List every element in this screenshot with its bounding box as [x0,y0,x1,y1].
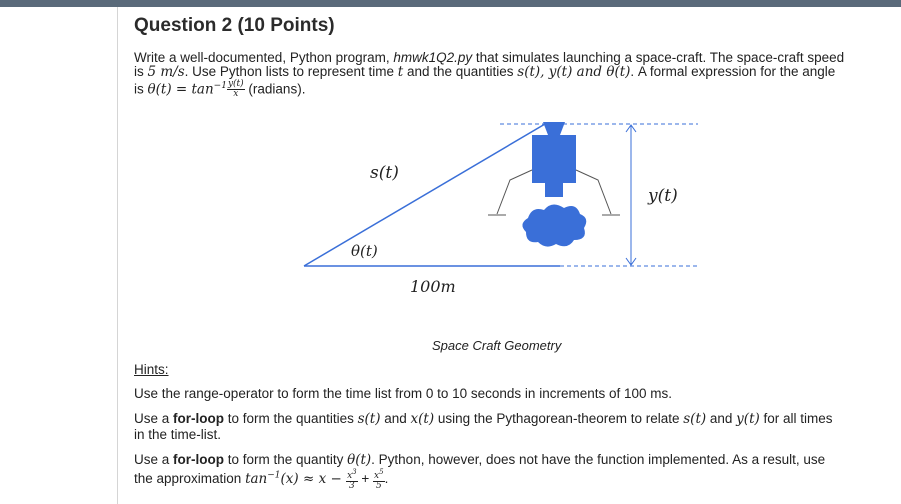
frac1-den: 3 [349,481,355,491]
approx-mid: (x) ≈ x − [280,471,347,488]
hint2-pre: Use a [134,411,174,426]
q-theta-sup: −1 [213,81,227,91]
s-label: s(t) [370,163,399,183]
craft-nose [543,122,565,135]
diagram-caption: Space Craft Geometry [432,338,562,353]
space-craft-icon [488,122,620,247]
q-line2-post: . A formal expression for the angle [630,64,836,79]
hint-2 [134,411,874,442]
hint3-line2-pre: the approximation [134,471,246,487]
q-line2-pre: is [134,64,148,79]
hint2-s: s(t) [357,411,381,427]
frac2-num [373,468,385,482]
q-theta-expr: θ(t) = tan [147,81,214,98]
q-frac-den: x [233,89,239,100]
q-time-var: t [397,64,404,80]
base-label: 100m [410,277,456,296]
question-title: Question 2 (10 Points) [134,15,335,36]
hint2-and: and [380,411,411,426]
q-fraction [227,80,245,99]
frac1-num-x: x [347,471,353,481]
q-frac-num: y(t) [227,79,244,90]
hint3-bold: for-loop [173,452,225,467]
q-line3-pre: is [134,81,148,97]
hint-1: Use the range-operator to form the time list from 0 to 10 seconds in increments of 100 ms. [134,386,672,401]
approx-frac-1 [346,468,358,491]
approx-plus: + [357,471,374,487]
approx-tan: tan [245,471,268,488]
hints-title: Hints: [134,362,169,377]
hint2-line2: in the time-list. [134,427,222,442]
craft-body [532,135,576,183]
craft-left-leg [497,170,532,214]
q-speed: 5 m/s [147,64,185,80]
frac2-num-x: x [374,471,380,481]
hint2-x: x(t) [410,411,435,427]
hint3-theta: θ(t) [347,452,372,468]
q-filename: hmwk1Q2.py [393,50,473,65]
craft-nozzle [545,183,563,197]
approx-end: . [384,471,389,487]
q-line1-post: that simulates launching a space-craft. The space-craft speed [472,50,845,65]
hypotenuse-line [304,124,545,266]
approx-sup: −1 [267,470,281,481]
left-border [117,7,118,504]
q-quantities: s(t), y(t) and θ(t) [517,64,631,80]
q-line1-pre: Write a well-documented, Python program, [134,50,394,65]
theta-label: θ(t) [351,242,378,260]
frac2-num-sup: 5 [379,468,384,476]
hint2-s2: s(t) [683,411,707,427]
space-craft-diagram [300,118,710,303]
frac1-num-sup: 3 [352,468,357,476]
approx-frac-2 [373,468,385,491]
craft-right-leg [576,170,611,214]
q-line3-post: (radians). [244,81,306,97]
hint2-bold: for-loop [173,411,225,426]
window-top-bar [0,0,901,7]
question-block [134,12,874,99]
hint3-post: . Python, however, does not have the function implemented. As a result, use [371,452,826,467]
frac2-den: 5 [375,481,382,491]
hint3-mid: to form the quantity [224,452,348,467]
q-line2-mid2: and the quantities [403,64,518,79]
hint2-mid: to form the quantities [224,411,358,426]
hint2-mid2: using the Pythagorean-theorem to relate [434,411,684,426]
hint3-pre: Use a [134,452,174,467]
hint2-post: for all times [759,411,833,426]
question-text [134,51,874,99]
exhaust-cloud [522,204,586,246]
hint2-and2: and [706,411,737,426]
frac1-num [346,468,358,482]
y-label: y(t) [648,186,678,206]
hint2-y: y(t) [736,411,760,427]
hint-3 [134,452,874,491]
q-line2-mid: . Use Python lists to represent time [184,64,398,79]
